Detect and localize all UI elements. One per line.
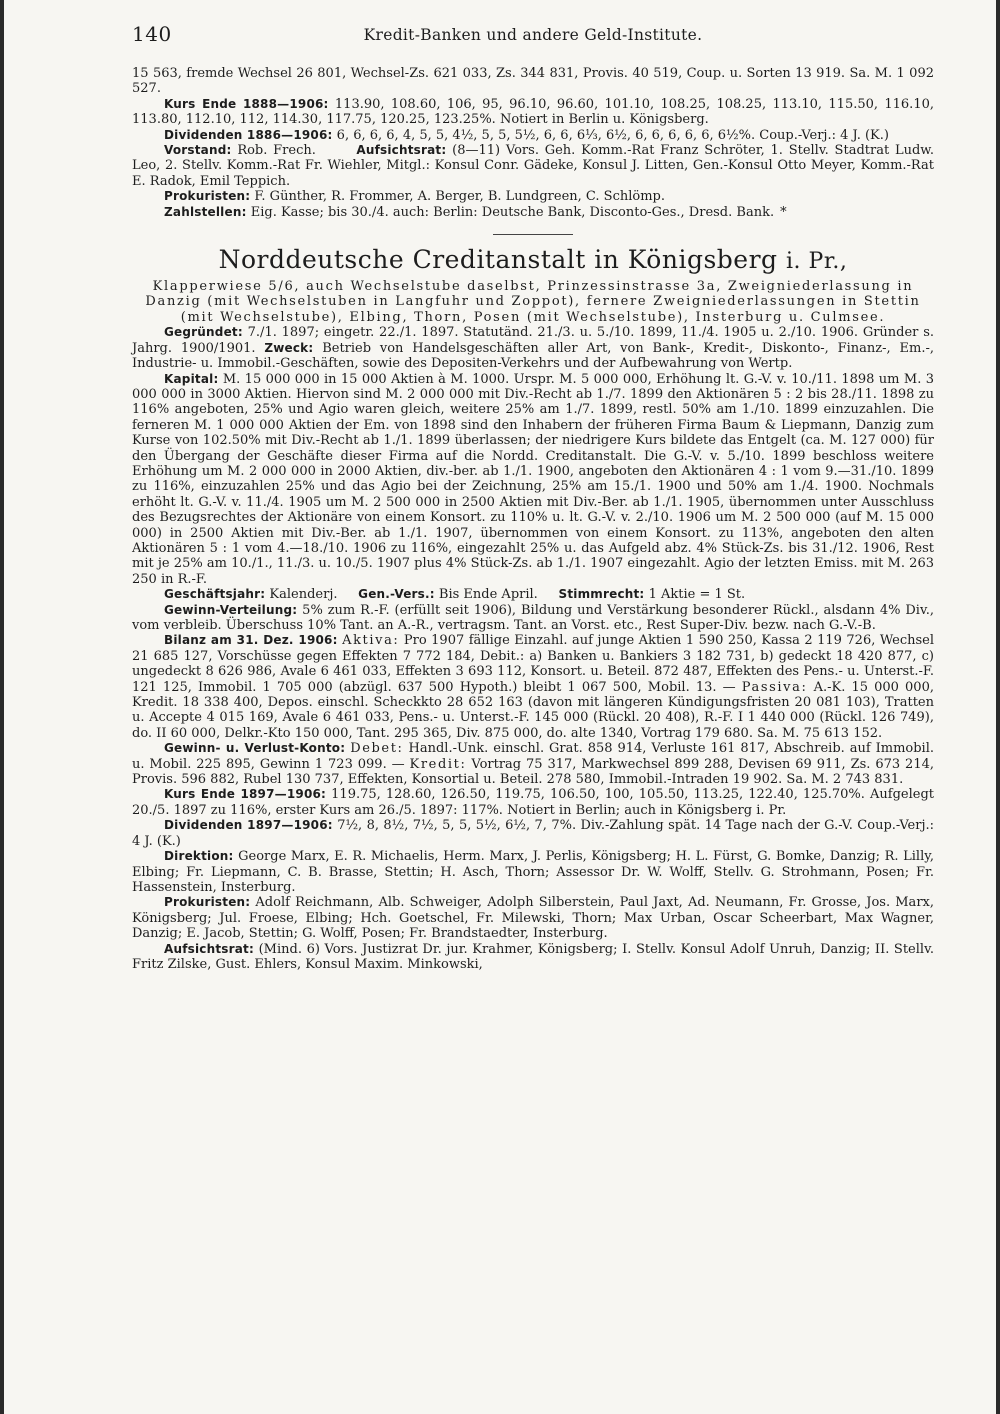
gegruendet-text: 7./1. 1897; eingetr. 22./1. 1897. Statutänd. 21./3. u. 5./10. 1899, 11./4. 1905 u. 2./10. 1906. Gründer s. Jahrg. 1900/1901. <box>132 325 934 356</box>
page-header <box>132 22 934 52</box>
dir-label: Direktion: <box>164 849 234 864</box>
bilanz-aktiva-word: Aktiva: <box>342 633 400 649</box>
page-edge-right <box>996 0 1000 1414</box>
zweck-text: Betrieb von Handelsgeschäften aller Art, von Bank-, Kredit-, Diskonto-, Finanz-, Em.-, Industrie- u. Immobil.-Geschäften, sowie des Depositen-Verkehrs und der Aufbewahrung von Wertp. <box>132 340 934 372</box>
guv-kredit-word: Kredit: <box>409 756 467 772</box>
dir-text: George Marx, E. R. Michaelis, Herm. Marx, J. Perlis, Königsberg; H. L. Fürst, G. Bomke, Danzig; R. Lilly, Elbing; Fr. Liepmann, C. B. Brasse, Stettin; H. Asch, Thorn; Assessor Dr. W. Wolff, Stellv. G. Strohmann, Posen; Fr. Hassenstein, Insterburg. <box>132 849 934 895</box>
kapital-text: M. 15 000 000 in 15 000 Aktien à M. 1000. Urspr. M. 5 000 000, Erhöhung lt. G.-V. v. 10./11. 1898 um M. 3 000 000 in 3000 Aktien. Hiervon sind M. 2 000 000 mit Div.-Recht ab 1./7. 1899 den Aktionären 5 : 2 bis 28./11. 1898 zu 116% angeboten, 25% und Agio waren gleich, weitere 25% am 1./7. 1899, restl. 50% am 1./10. 1899 einzuzahlen. Die ferneren M. 1 000 000 Aktien der Em. von 1898 sind den Inhabern der früheren Firma Baum & Liepmann, Danzig zum Kurse von 102.50% mit Div.-Recht ab 1./1. 1899 überlassen; der niedrigere Kurs bildete das Entgelt (ca. M. 127 000) für den Übergang der Geschäfte dieser Firma auf die Nordd. Creditanstalt. Die G.-V. v. 5./10. 1899 beschloss weitere Erhöhung um M. 2 000 000 in 2000 Aktien, div.-ber. ab 1./1. 1900, angeboten den Aktionären 4 : 1 vom 9.—31./10. 1899 zu 116%, einzuzahlen 25% und das Agio bei der Zeichnung, 25% am 15./1. 1900 und 50% am 1./4. 1900. Nochmals erhöht lt. G.-V. v. 11./4. 1905 um M. 2 500 000 in 2500 Aktien mit Div.-Ber. ab 1./1. 1905, übernommen unter Ausschluss des Bezugsrechtes der Aktionäre von einem Konsort. zu 110% u. lt. G.-V. v. 2./10. 1906 um M. 2 500 000 (auf M. 15 000 000) in 2500 Aktien mit Div.-Ber. ab 1./1. 1907, übernommen von einem Konsort. zu 113%, angeboten den alten Aktionären 5 : 1 vom 4.—18./10. 1906 zu 116%, eingezahlt 25% u. das Aufgeld abz. 4% Stück-Zs. bis 31./12. 1906, Rest mit je 25% am 10./1., 11./3. u. 10./5. 1907 plus 4% Stück-Zs. ab 1./1. 1907 eingezahlt. Agio der letzten Emiss. mit M. 263 250 in R.-F. <box>132 371 934 587</box>
gewinnvert-text: 5% zum R.-F. (erfüllt seit 1906), Bildung und Verstärkung besonderer Rückl., alsdann 4% Div., vom verbleib. Überschuss 10% Tant. an A.-R., vertragsm. Tant. an Vorst. etc., Rest Super-Div. bezw. nach G.-V.-B. <box>132 602 935 633</box>
guv-label: Gewinn- u. Verlust-Konto: <box>164 741 346 756</box>
prev-prok-label: Prokuristen: <box>164 189 251 204</box>
prev-prok-text: F. Günther, R. Frommer, A. Berger, B. Lundgreen, C. Schlömp. <box>254 189 665 205</box>
gewinn-verlust-konto <box>132 741 934 787</box>
gegruendet <box>132 325 934 371</box>
page-content <box>132 66 934 972</box>
section-divider <box>493 234 573 235</box>
stimm-text: 1 Aktie = 1 St. <box>648 587 746 603</box>
prev-kurs-text: 113.90, 108.60, 106, 95, 96.10, 96.60, 101.10, 108.25, 108.25, 113.10, 115.50, 116.10, 113.80, 112.10, 112, 114.30, 117.75, 120.25, 123.25%. Notiert in Berlin u. Königsberg. <box>132 96 934 128</box>
prev-zahlstellen <box>132 205 934 220</box>
prev-entry-intro: 15 563, fremde Wechsel 26 801, Wechsel-Zs. 621 033, Zs. 344 831, Provis. 40 519, Coup. u. Sorten 13 919. Sa. M. 1 092 527. <box>132 66 934 97</box>
gv-text: Bis Ende April. <box>438 587 538 603</box>
aufsicht-label: Aufsichtsrat: <box>164 941 254 956</box>
direktion <box>132 849 934 895</box>
prev-vorstand-text: Rob. Frech. <box>237 143 316 159</box>
prok-label: Prokuristen: <box>164 895 251 910</box>
stimm-label: Stimmrecht: <box>558 587 645 602</box>
running-title: Kredit-Banken und andere Geld-Institute. <box>363 26 703 44</box>
gewinnvert-label: Gewinn-Verteilung: <box>164 602 298 617</box>
page-number: 140 <box>132 22 172 46</box>
company-title <box>132 245 934 277</box>
prokuristen <box>132 895 934 941</box>
dividenden <box>132 818 934 849</box>
prok-text: Adolf Reichmann, Alb. Schweiger, Adolph Silberstein, Paul Jaxt, Ad. Neumann, Fr. Grosse, Jos. Marx, Königsberg; Jul. Froese, Elbing; Hch. Goetschel, Fr. Milewski, Thorn; Max Urban, Oscar Scheerbart, Max Wagner, Danzig; E. Jacob, Stettin; G. Wolff, Posen; Fr. Brandstaedter, Insterburg. <box>132 895 934 942</box>
gv-label: Gen.-Vers.: <box>358 587 435 602</box>
div-text: 7½, 8, 8½, 7½, 5, 5, 5½, 6½, 7, 7%. Div.-Zahlung spät. 14 Tage nach der G.-V. Coup.-Verj.: 4 J. (K.) <box>132 818 934 849</box>
kurs-label: Kurs Ende 1897—1906: <box>164 787 327 802</box>
kurs-ende <box>132 787 934 818</box>
prev-aufsicht-text: (8—11) Vors. Geh. Komm.-Rat Franz Schröter, 1. Stellv. Stadtrat Ludw. Leo, 2. Stellv. Komm.-Rat Fr. Wiehler, Mitgl.: Konsul Conr. Gädeke, Konsul J. Litten, Gen.-Konsul Otto Meyer, Komm.-Rat E. Radok, Emil Teppich. <box>132 143 935 189</box>
prev-dividends <box>132 128 934 143</box>
footnote-star: * <box>780 204 787 220</box>
page-edge-left <box>0 0 4 1414</box>
geschaeftsjahr-line <box>132 587 934 602</box>
bilanz-text-aktiva: Pro 1907 fällige Einzahl. auf junge Aktien 1 590 250, Kassa 2 119 726, Wechsel 21 685 127, Vorschüsse gegen Effekten 7 772 184, Debit.: a) Banken u. Bankiers 3 182 731, b) gedeckt 18 420 877, c) ungedeckt 8 626 986, Avale 6 461 033, Effekten 3 693 112, Konsort. u. Beteil. 872 487, Effekten des Pens.- u. Unterst.-F. 121 125, Immobil. 1 705 000 (abzügl. 637 500 Hypoth.) bleibt 1 067 500, Mobil. 13. — <box>132 633 934 695</box>
div-label: Dividenden 1897—1906: <box>164 818 333 833</box>
gj-text: Kalenderj. <box>269 587 338 603</box>
kurs-text: 119.75, 128.60, 126.50, 119.75, 106.50, 100, 105.50, 113.25, 122.40, 125.70%. Aufgelegt 20./5. 1897 zu 116%, erster Kurs am 26./5. 1897: 117%. Notiert in Berlin; auch in Königsberg i. Pr. <box>132 787 934 818</box>
gegruendet-label: Gegründet: <box>164 325 243 340</box>
company-name: Norddeutsche Creditanstalt in Königsberg <box>218 245 778 275</box>
guv-text-kredit: Vortrag 75 317, Markwechsel 899 288, Devisen 69 911, Zs. 673 214, Provis. 596 882, Rubel 130 737, Effekten, Konsortial u. Beteil. 278 580, Immobil.-Intraden 19 902. Sa. M. 2 743 831. <box>132 756 934 788</box>
prev-kurs-label: Kurs Ende 1888—1906: <box>164 96 329 111</box>
kapital <box>132 372 934 588</box>
prev-vorstand-label: Vorstand: <box>164 143 232 158</box>
prev-vorstand-aufsicht <box>132 143 934 189</box>
gj-label: Geschäftsjahr: <box>164 587 266 602</box>
bilanz-label: Bilanz am 31. Dez. 1906: <box>164 633 338 648</box>
company-title-suffix: i. Pr., <box>786 249 848 275</box>
prev-div-label: Dividenden 1886—1906: <box>164 127 333 142</box>
kapital-label: Kapital: <box>164 371 219 386</box>
aufsicht-text: (Mind. 6) Vors. Justizrat Dr. jur. Krahmer, Königsberg; I. Stellv. Konsul Adolf Unruh, Danzig; II. Stellv. Fritz Zilske, Gust. Ehlers, Konsul Maxim. Minkowski, <box>132 941 935 972</box>
bilanz <box>132 633 934 741</box>
bilanz-text-passiva: A.-K. 15 000 000, Kredit. 18 338 400, Depos. einschl. Scheckkto 28 652 163 (davon mit längeren Kündigungsfristen 20 081 103), Tratten u. Accepte 4 015 169, Avale 6 461 033, Pens.- u. Unterst.-F. 145 000 (Rückl. 20 408), R.-F. I 1 440 000 (Rückl. 126 749), do. II 60 000, Delkr.-Kto 150 000, Tant. 295 365, Div. 875 000, do. alte 1340, Vortrag 179 680. Sa. M. 75 613 152. <box>132 679 934 741</box>
prev-prokuristen <box>132 189 934 204</box>
gewinn-verteilung <box>132 603 934 634</box>
prev-zahl-label: Zahlstellen: <box>164 204 247 219</box>
guv-text-debet: Handl.-Unk. einschl. Grat. 858 914, Verluste 161 817, Abschreib. auf Immobil. u. Mobil. 225 895, Gewinn 1 723 099. — <box>132 741 934 772</box>
company-address: Klapperwiese 5/6, auch Wechselstube daselbst, Prinzessinstrasse 3a, Zweigniederlassung in Danzig (mit Wechselstuben in Langfuhr und Zoppot), fernere Zweigniederlassungen in Stettin (mit Wechselstube), Elbing, Thorn, Posen (mit Wechselstube), Insterburg u. Culmsee. <box>145 279 921 325</box>
bilanz-passiva-word: Passiva: <box>741 679 808 695</box>
prev-kurs <box>132 97 934 128</box>
zweck-label: Zweck: <box>264 340 314 355</box>
guv-debet-word: Debet: <box>350 741 404 757</box>
prev-aufsicht-label: Aufsichtsrat: <box>356 143 447 158</box>
prev-zahl-text: Eig. Kasse; bis 30./4. auch: Berlin: Deutsche Bank, Disconto-Ges., Dresd. Bank. <box>250 204 775 220</box>
prev-div-text: 6, 6, 6, 6, 4, 5, 5, 4½, 5, 5, 5½, 6, 6, 6⅓, 6½, 6, 6, 6, 6, 6, 6½%. Coup.-Verj.: 4 J. (K.) <box>336 127 889 143</box>
aufsichtsrat <box>132 942 934 973</box>
